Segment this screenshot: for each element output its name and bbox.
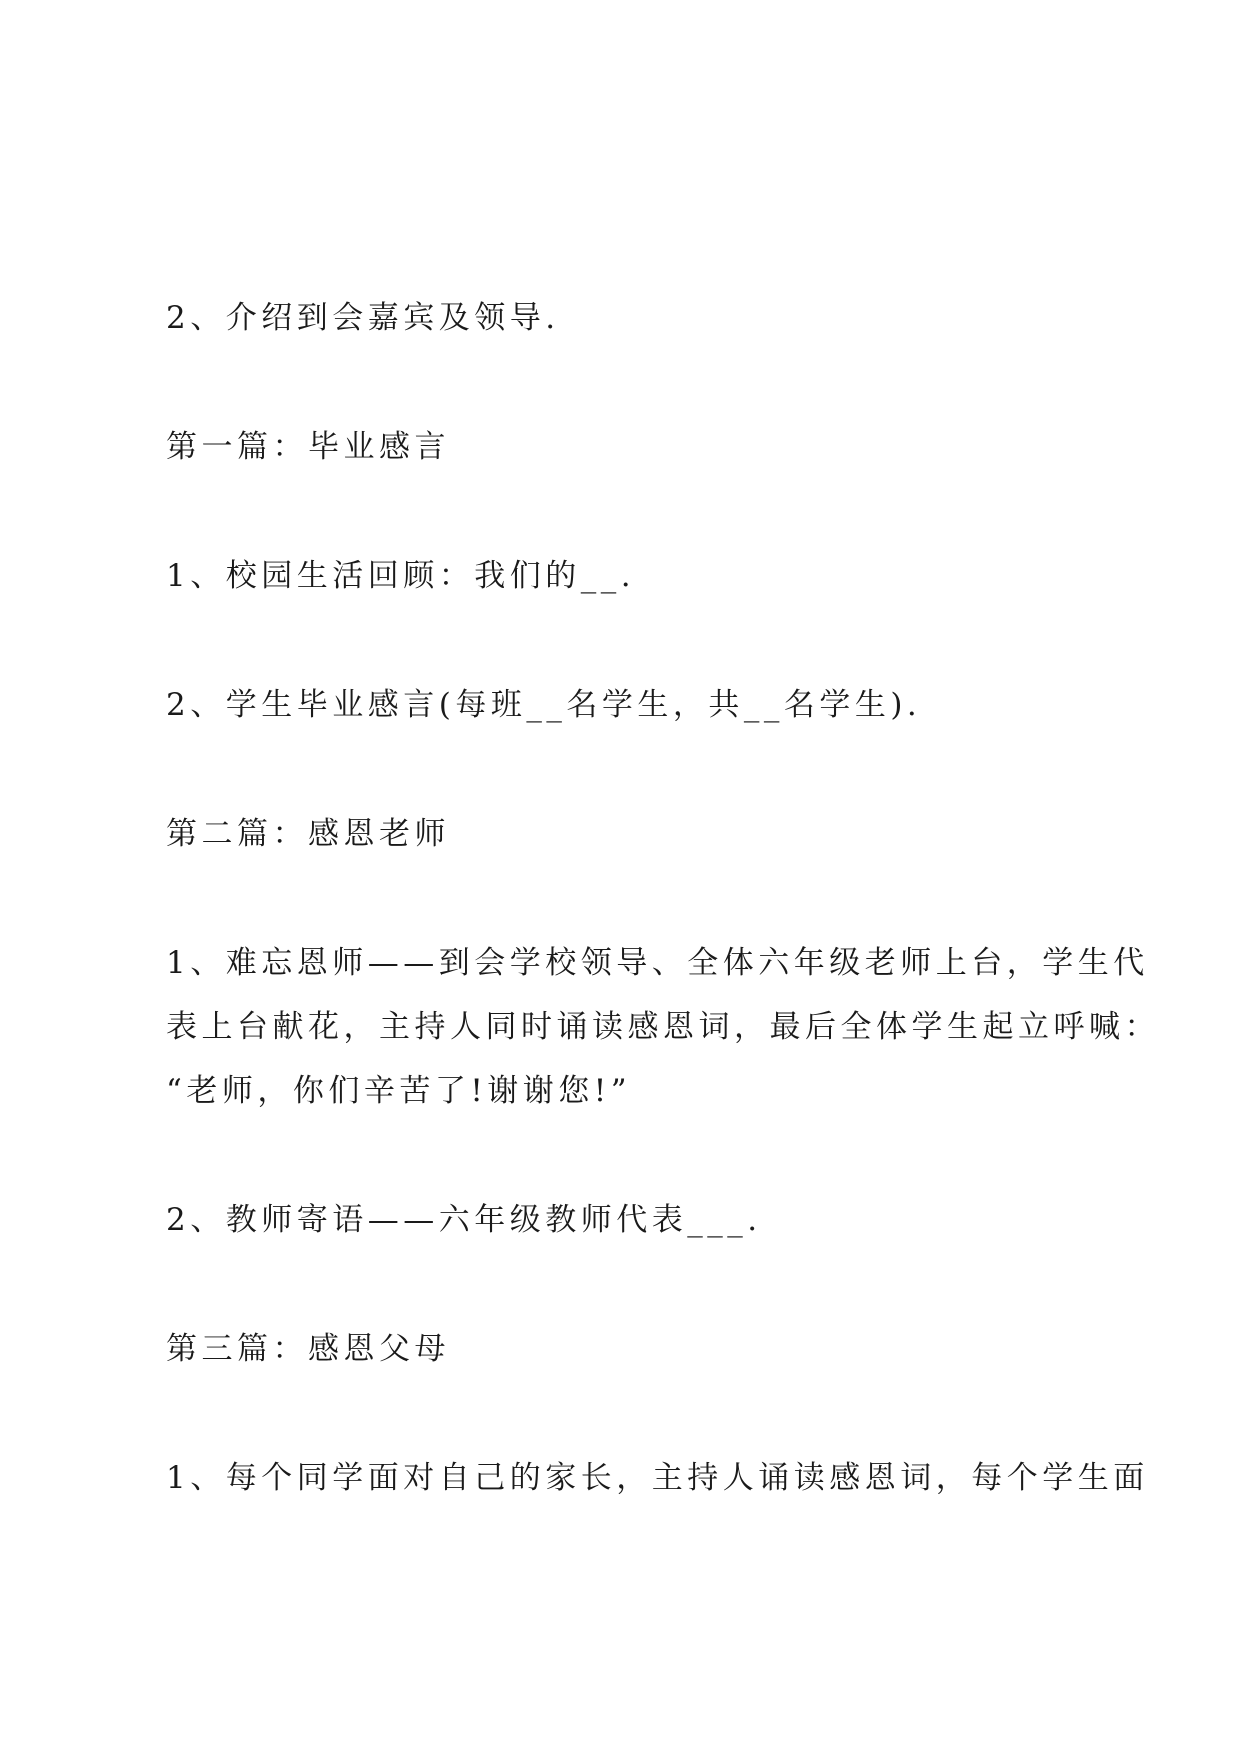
section-heading-parents: 第三篇：感恩父母	[166, 1331, 450, 1367]
paragraph-line: 1、难忘恩师——到会学校领导、全体六年级老师上台，学生代	[166, 945, 1149, 981]
paragraph-line: “老师，你们辛苦了!谢谢您!”	[166, 1073, 632, 1109]
item-teacher-message: 2、教师寄语——六年级教师代表___.	[166, 1202, 762, 1238]
item-campus-review: 1、校园生活回顾：我们的__.	[166, 558, 636, 594]
paragraph-line: 表上台献花，主持人同时诵读感恩词，最后全体学生起立呼喊：	[166, 1009, 1160, 1045]
section-heading-graduation: 第一篇：毕业感言	[166, 429, 450, 465]
paragraph-line: 1、每个同学面对自己的家长，主持人诵读感恩词，每个学生面	[166, 1460, 1149, 1496]
item-student-speeches: 2、学生毕业感言(每班__名学生，共__名学生).	[166, 687, 922, 723]
item-introduce-guests: 2、介绍到会嘉宾及领导.	[166, 300, 560, 336]
section-heading-teachers: 第二篇：感恩老师	[166, 816, 450, 852]
